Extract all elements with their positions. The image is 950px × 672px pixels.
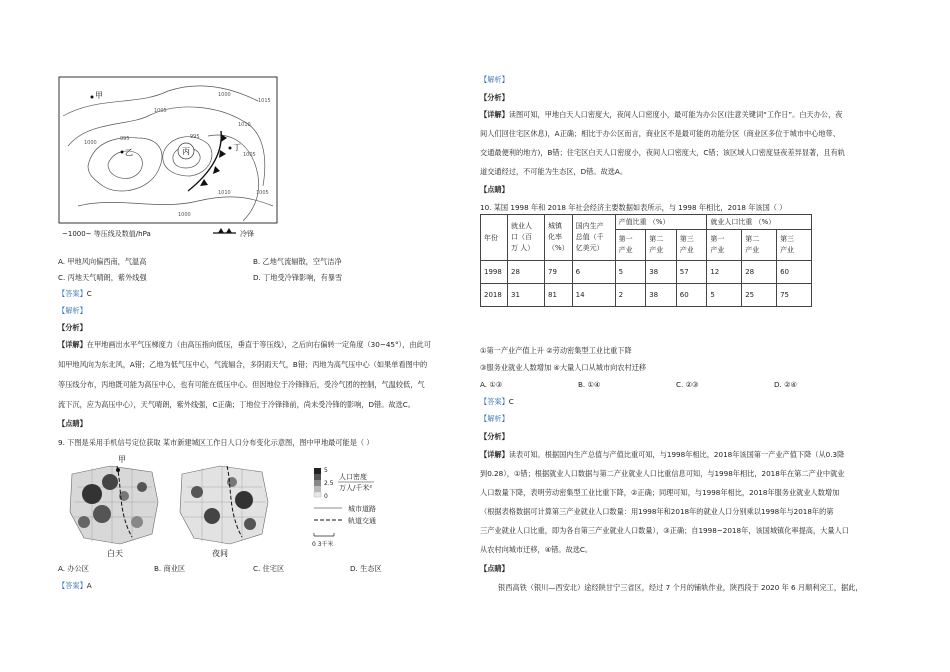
isobar-label: 1015 bbox=[258, 98, 271, 104]
detail-tag: 【详解】 bbox=[480, 110, 509, 119]
th-sub: 第一 产业 bbox=[615, 230, 646, 261]
detail-tag: 【详解】 bbox=[480, 450, 509, 459]
table-cell: 2 bbox=[615, 284, 646, 307]
q10-option-b: B. ①④ bbox=[578, 380, 601, 389]
th-sub: 第二 产业 bbox=[742, 230, 777, 261]
isobar-label: 995 bbox=[190, 134, 200, 140]
answer-tag: 【答案】 bbox=[480, 397, 509, 406]
isobar-label: 1000 bbox=[84, 140, 97, 146]
label-ding: 丁 bbox=[233, 143, 241, 152]
q9-answer-value: A bbox=[86, 581, 92, 590]
isobar-label: 1010 bbox=[218, 190, 231, 196]
q8-detail-line: 等压线分布，丙地既可能为高压中心，也有可能在低压中心。但因地位于冷锋锋后，受冷气团的控制，气温较低，气 bbox=[58, 380, 425, 389]
q9-option-b: B. 商业区 bbox=[154, 564, 186, 573]
table-row bbox=[481, 261, 812, 284]
legend-mid: 2.5 bbox=[324, 480, 334, 487]
isobar-label: 1005 bbox=[154, 108, 167, 114]
isobar-legend: ~1000~ 等压线及数值/hPa bbox=[62, 230, 151, 238]
legend-min: 0 bbox=[324, 493, 328, 500]
q9-option-d: D. 生态区 bbox=[350, 564, 382, 573]
q9-detail-line: 交通最便利的地方)，B错；住宅区白天人口密度小，夜间人口密度大，C错；该区域人口密度昼夜差异显著，且有轨 bbox=[480, 148, 845, 157]
q10-detail-text: 读表可知。根据国内生产总值与产值比重可知，与1998年相比，2018年该国第一产业产值下降（从0.3降 bbox=[508, 450, 845, 459]
q10-detail-line: 三产业就业人口比重，即为各自第三产业就业人口数量），③正确；自1998~2018年，该国城镇化率提高，大量人口 bbox=[480, 526, 849, 535]
table-cell: 75 bbox=[777, 284, 812, 307]
table-cell: 1998 bbox=[481, 261, 508, 284]
population-legend bbox=[312, 467, 376, 548]
th-sub: 第三 产业 bbox=[777, 230, 812, 261]
table-cell: 28 bbox=[742, 261, 777, 284]
night-label: 夜间 bbox=[212, 549, 228, 558]
table-cell: 57 bbox=[676, 261, 707, 284]
footer-paragraph: 银西高铁（银川—西安北）途经陕甘宁三省区，经过 7 个月的铺轨作业，陕西段于 2020 年 6 月顺利完工，据此， bbox=[498, 583, 863, 592]
th-sub: 第一 产业 bbox=[707, 230, 742, 261]
table-cell: 38 bbox=[646, 284, 677, 307]
isobar-label: 1010 bbox=[238, 122, 251, 128]
night-map bbox=[180, 466, 268, 558]
q10-items-1: ①第一产业产值上升 ②劳动密集型工业比重下降 bbox=[480, 346, 632, 355]
q9-dianjing-tag: 【点睛】 bbox=[480, 185, 509, 194]
q10-data-table bbox=[480, 214, 812, 307]
answer-tag: 【答案】 bbox=[58, 581, 87, 590]
q9-fenxi-tag: 【分析】 bbox=[480, 93, 509, 102]
q10-items-2: ③服务业就业人数增加 ④大量人口从城市向农村迁移 bbox=[480, 363, 647, 372]
table-cell: 38 bbox=[646, 261, 677, 284]
table-cell: 5 bbox=[707, 284, 742, 307]
q8-detail-line: 流下沉，应为高压中心），天气晴朗，紫外线强，C正确；丁地位于冷锋锋前，尚未受冷锋的影响，D错。故选C。 bbox=[58, 400, 415, 409]
label-jia-map2: 甲 bbox=[118, 455, 126, 464]
scale-label: 0 3千米 bbox=[312, 541, 334, 548]
th-sub: 第二 产业 bbox=[646, 230, 677, 261]
table-cell: 60 bbox=[777, 261, 812, 284]
q8-detail-line: 知甲地风向为东北风，A错；乙地为低气压中心，气流辐合，多阴雨天气，B错；丙地为高气压中心（如果单看图中的 bbox=[58, 360, 428, 369]
q10-detail-line: 人口数量下降，表明劳动密集型工业比重下降，②正确；同理可知，与1998年相比，2018年服务业就业人数增加 bbox=[480, 488, 840, 497]
table-row bbox=[481, 284, 812, 307]
q10-answer-value: C bbox=[508, 397, 514, 406]
q9-option-a: A. 办公区 bbox=[58, 564, 89, 573]
legend-title-2: 万人/千米² bbox=[339, 484, 373, 492]
point-jia bbox=[91, 96, 94, 99]
legend-title-1: 人口密度 bbox=[339, 473, 367, 481]
table-cell: 31 bbox=[508, 284, 545, 307]
q9-detail-line bbox=[480, 111, 842, 118]
q10-option-c: C. ②③ bbox=[676, 380, 699, 389]
table-cell: 5 bbox=[615, 261, 646, 284]
day-map bbox=[70, 455, 158, 558]
q8-detail-line bbox=[58, 341, 431, 348]
day-label: 白天 bbox=[107, 549, 123, 558]
q8-dianjing-tag: 【点睛】 bbox=[58, 419, 87, 428]
q8-detail-text: 在甲地画出水平气压梯度力（由高压指向低压，垂直于等压线），之后向右偏转一定角度（30~45°），由此可 bbox=[86, 340, 431, 349]
th-gdp: 国内生产 总值（千 亿美元） bbox=[572, 215, 615, 261]
q9-option-c: C. 住宅区 bbox=[253, 564, 285, 573]
population-map bbox=[62, 452, 442, 560]
q10-analysis-tag: 【解析】 bbox=[480, 414, 509, 423]
q8-option-a: A. 甲地风向偏西南，气温高 bbox=[58, 257, 147, 266]
rail-label: 轨道交通 bbox=[348, 517, 376, 525]
q10-detail-line: 从农村向城市迁移，④错。故选C。 bbox=[480, 545, 593, 554]
q9-stem: 9. 下图是采用手机信号定位获取 某市新建城区工作日人口分布变化示意图，图中甲地最可能是（ ） bbox=[58, 438, 374, 447]
th-output-share: 产值比重 （%） bbox=[615, 215, 707, 230]
q9-detail-line: 道交通经过，不可能为生态区，D错。故选A。 bbox=[480, 167, 628, 176]
q8-fenxi-tag: 【分析】 bbox=[58, 323, 87, 332]
q10-answer bbox=[480, 398, 514, 405]
q10-option-d: D. ②④ bbox=[774, 380, 797, 389]
point-yi bbox=[121, 151, 124, 154]
q10-detail-line: （根据表格数据可计算第三产业就业人口数量：用1998年和2018年的就业人口分别乘以1998年与2018年的第 bbox=[480, 507, 834, 516]
th-year: 年份 bbox=[481, 215, 508, 261]
table-cell: 14 bbox=[572, 284, 615, 307]
legend-max: 5 bbox=[324, 467, 328, 474]
isobar-label: 1000 bbox=[218, 92, 231, 98]
q8-analysis-tag: 【解析】 bbox=[58, 306, 87, 315]
road-label: 城市道路 bbox=[348, 505, 376, 513]
point-ding bbox=[229, 147, 232, 150]
isobar-label: 1005 bbox=[256, 190, 269, 196]
label-jia: 甲 bbox=[95, 91, 103, 100]
th-sub: 第三 产业 bbox=[676, 230, 707, 261]
q8-option-d: D. 丁地受冷锋影响，有暴雪 bbox=[253, 273, 343, 282]
table-cell: 79 bbox=[545, 261, 573, 284]
detail-tag: 【详解】 bbox=[58, 340, 87, 349]
q10-detail-line: 到0.28），①错；根据就业人口数据与第二产业就业人口比重信息可知，与1998年相比，2018年在第二产业中就业 bbox=[480, 469, 845, 478]
q8-answer-value: C bbox=[86, 289, 92, 298]
table-cell: 6 bbox=[572, 261, 615, 284]
q8-option-c: C. 丙地天气晴朗，紫外线强 bbox=[58, 273, 147, 282]
q10-option-a: A. ①③ bbox=[480, 380, 503, 389]
q10-fenxi-tag: 【分析】 bbox=[480, 432, 509, 441]
q10-stem: 10. 某国 1998 年和 2018 年社会经济主要数据如表所示，与 1998 年相比，2018 年该国（ ） bbox=[480, 203, 787, 212]
front-legend: 冷锋 bbox=[240, 230, 254, 238]
label-yi: 乙 bbox=[125, 148, 133, 157]
q10-dianjing-tag: 【点睛】 bbox=[480, 564, 509, 573]
q8-answer bbox=[58, 290, 92, 297]
table-cell: 60 bbox=[676, 284, 707, 307]
q9-answer bbox=[58, 582, 92, 589]
answer-tag: 【答案】 bbox=[58, 289, 87, 298]
q9-analysis-tag: 【解析】 bbox=[480, 75, 509, 84]
isobar-label: 1005 bbox=[243, 152, 256, 158]
isobar-label: 995 bbox=[120, 136, 130, 142]
table-cell: 81 bbox=[545, 284, 573, 307]
isobar-label: 1000 bbox=[178, 212, 191, 218]
q9-detail-line: 间人们回住宅区休息)，A正确；相比于办公区而言，商业区不是最可能的功能分区（商业区多位于城市中心地带、 bbox=[480, 129, 840, 138]
q8-option-b: B. 乙地气流辐散，空气洁净 bbox=[253, 257, 342, 266]
th-urban: 城镇 化率 （%） bbox=[545, 215, 573, 261]
table-cell: 12 bbox=[707, 261, 742, 284]
label-bing: 丙 bbox=[182, 147, 190, 156]
table-cell: 28 bbox=[508, 261, 545, 284]
th-employment: 就业人 口（百 万 人） bbox=[508, 215, 545, 261]
q9-detail-text: 读图可知，甲地白天人口密度大，夜间人口密度小，最可能为办公区(注意关键词“工作日”。白天办公，夜 bbox=[508, 110, 843, 119]
q10-detail-line bbox=[480, 451, 844, 458]
isobar-map bbox=[58, 76, 278, 244]
table-cell: 2018 bbox=[481, 284, 508, 307]
th-employment-share: 就业人口比重 （%） bbox=[707, 215, 812, 230]
table-cell: 25 bbox=[742, 284, 777, 307]
